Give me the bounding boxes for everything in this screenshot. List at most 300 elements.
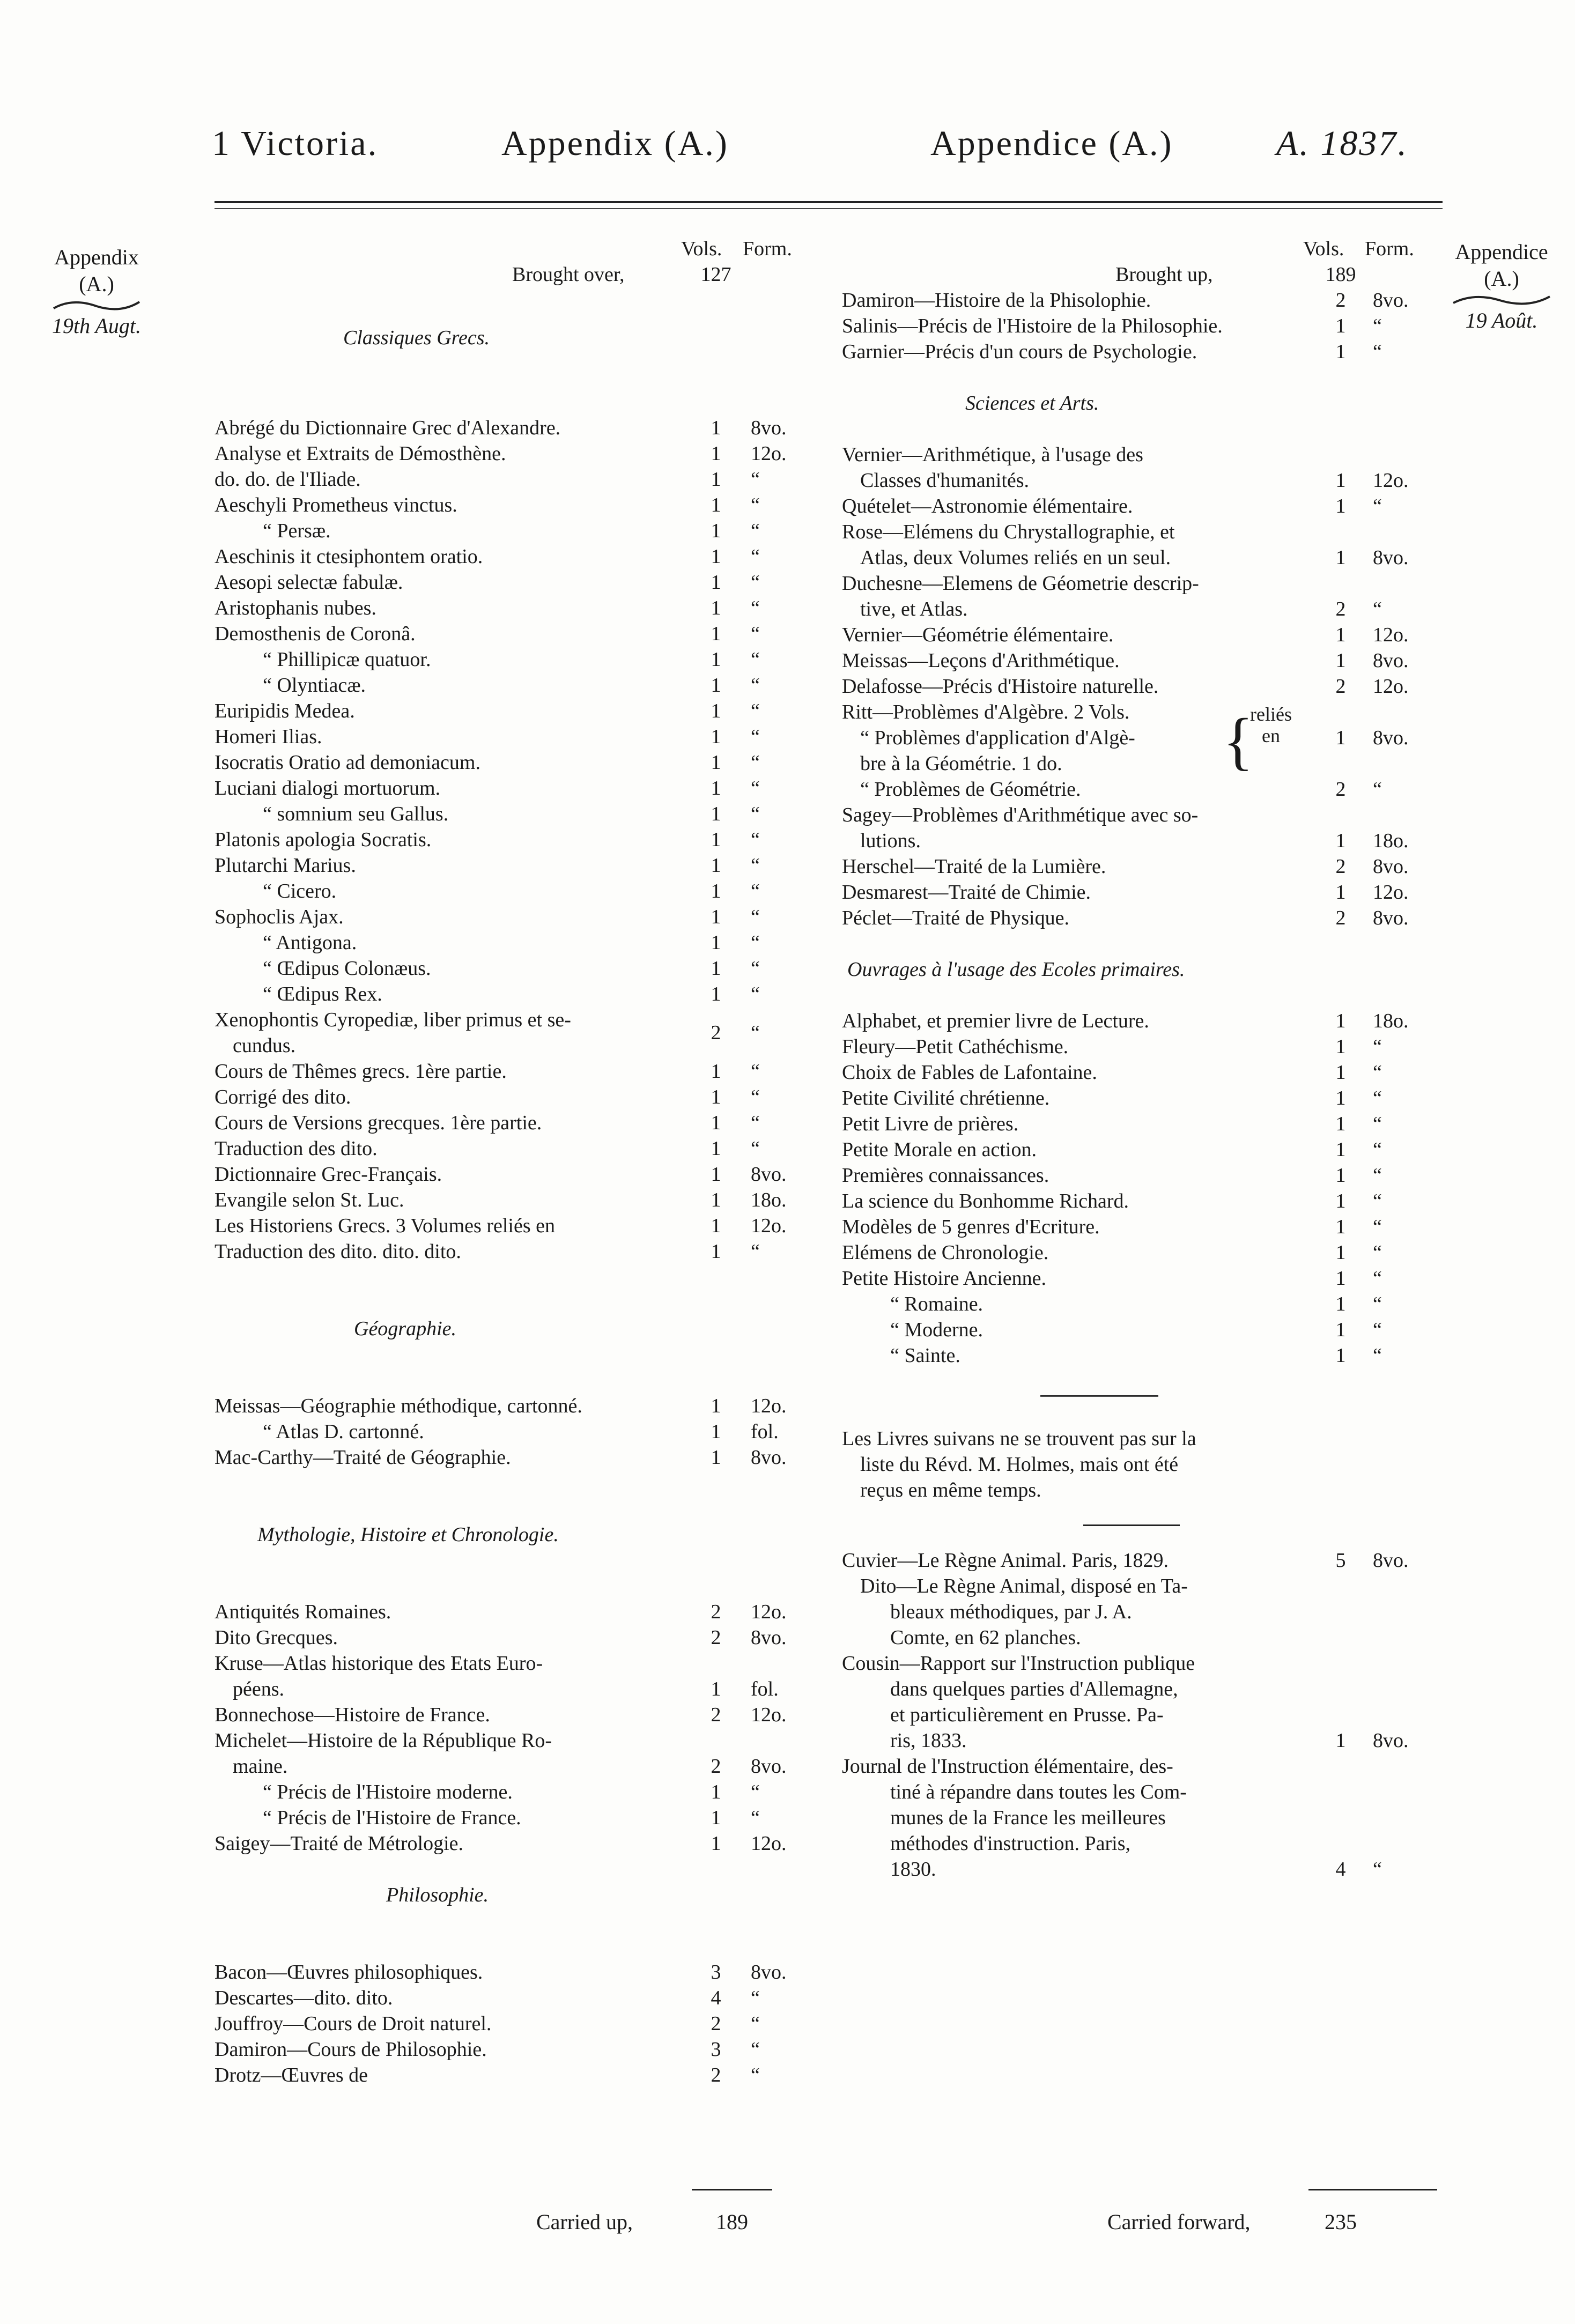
item-vols: 1	[711, 648, 721, 671]
item-form: 8vo.	[1373, 289, 1409, 312]
item-vols: 1	[1335, 1729, 1346, 1752]
item-form: 12o.	[751, 1395, 787, 1417]
mythologie-list-2	[215, 1779, 831, 1856]
margin-left-line2: (A.)	[79, 272, 114, 296]
item-text: Cours de Thêmes grecs. 1ère partie.	[215, 1060, 507, 1083]
item-vols: 1	[711, 983, 721, 1005]
header-appendix-fr: Appendice (A.)	[930, 124, 1173, 163]
item-form: 8vo.	[751, 1961, 787, 1983]
item-vols: 1	[711, 931, 721, 954]
list-item	[215, 775, 831, 801]
item-text: Choix de Fables de Lafontaine.	[842, 1061, 1097, 1084]
item-form: 12o.	[1373, 469, 1409, 492]
item-text: Abrégé du Dictionnaire Grec d'Alexandre.	[215, 417, 561, 439]
item-vols: 2	[1335, 778, 1346, 801]
list-item	[215, 1779, 831, 1805]
carried-up-label: Carried up,	[536, 2210, 633, 2234]
list-item	[842, 1753, 1464, 1779]
item-text: Bacon—Œuvres philosophiques.	[215, 1961, 483, 1983]
item-form: 12o.	[751, 1832, 787, 1855]
margin-note-right	[1448, 239, 1555, 334]
item-text: “ Antigona.	[263, 931, 357, 954]
list-item	[842, 648, 1464, 673]
list-item	[842, 493, 1464, 519]
column-headings	[215, 236, 831, 262]
item-text: cundus.	[233, 1034, 296, 1057]
item-vols: 1	[711, 1678, 721, 1700]
item-form: 12o.	[751, 1215, 787, 1237]
list-item	[842, 854, 1464, 879]
item-text: tive, et Atlas.	[860, 598, 968, 620]
list-item	[842, 1291, 1464, 1317]
item-text: Kruse—Atlas historique des Etats Euro-	[215, 1652, 543, 1675]
item-vols: 2	[711, 2064, 721, 2086]
item-vols: 1	[711, 1781, 721, 1803]
item-form: “	[751, 2012, 760, 2035]
item-text: La science du Bonhomme Richard.	[842, 1190, 1129, 1212]
item-form: “	[751, 751, 760, 774]
sciences-list-2	[842, 854, 1464, 931]
item-vols: 1	[711, 1060, 721, 1083]
item-text: do. do. de l'Iliade.	[215, 468, 361, 491]
ouvrages-list	[842, 1008, 1464, 1368]
list-item	[215, 930, 831, 956]
item-vols: 1	[711, 1395, 721, 1417]
item-vols: 1	[711, 1163, 721, 1186]
item-vols: 1	[1335, 1087, 1346, 1109]
list-item	[215, 1007, 831, 1033]
brace-icon: {	[1223, 705, 1254, 776]
item-text: Garnier—Précis d'un cours de Psychologie.	[842, 341, 1197, 363]
item-form: 12o.	[1373, 624, 1409, 646]
item-text: Fleury—Petit Cathéchisme.	[842, 1035, 1069, 1058]
section-geographie-title: Géographie.	[354, 1318, 457, 1340]
item-vols: 2	[711, 1601, 721, 1623]
list-item	[215, 1831, 831, 1856]
item-form: 8vo.	[1373, 1549, 1409, 1572]
item-text: Saigey—Traité de Métrologie.	[215, 1832, 464, 1855]
list-item	[842, 1163, 1464, 1188]
item-text: “ Moderne.	[890, 1319, 984, 1341]
right-column	[842, 236, 1464, 1882]
list-item	[215, 1805, 831, 1831]
item-text: Sagey—Problèmes d'Arithmétique avec so-	[842, 804, 1199, 826]
list-item	[842, 339, 1464, 365]
brought-label: Brought over,	[512, 263, 625, 286]
item-form: “	[1373, 1267, 1382, 1290]
item-form: “	[1373, 315, 1382, 337]
list-item	[215, 1161, 831, 1187]
item-vols: 5	[1335, 1549, 1346, 1572]
list-item	[842, 1856, 1464, 1882]
classiques-list-2	[215, 1059, 831, 1264]
item-vols: 1	[711, 803, 721, 825]
vols-heading: Vols.	[681, 238, 722, 260]
item-vols: 1	[1335, 624, 1346, 646]
item-text: Aesopi selectæ fabulæ.	[215, 571, 403, 594]
margin-right-date: 19 Août.	[1465, 308, 1538, 332]
item-vols: 1	[1335, 1190, 1346, 1212]
philosophie-continued-list	[842, 287, 1464, 365]
item-vols: 1	[1335, 1319, 1346, 1341]
item-vols: 1	[711, 1112, 721, 1134]
header-year: A. 1837.	[1276, 124, 1408, 163]
item-form: “	[1373, 1190, 1382, 1212]
item-vols: 1	[711, 417, 721, 439]
item-form: “	[751, 1781, 760, 1803]
total-rule-left	[692, 2189, 772, 2190]
item-text: Les Historiens Grecs. 3 Volumes reliés en	[215, 1215, 555, 1237]
item-form: “	[751, 1987, 760, 2009]
list-item	[215, 1136, 831, 1161]
list-item	[215, 647, 831, 672]
item-vols: 2	[711, 1755, 721, 1778]
item-text: Salinis—Précis de l'Histoire de la Philosophie.	[842, 315, 1223, 337]
section-heading	[842, 390, 1464, 416]
item-vols: 2	[711, 1022, 721, 1044]
item-vols: 1	[1335, 1138, 1346, 1161]
list-item	[215, 1985, 831, 2011]
brought-label: Brought up,	[1115, 263, 1213, 286]
spacer	[842, 982, 1464, 1008]
carried-forward-label: Carried forward,	[1107, 2210, 1251, 2234]
item-vols: 2	[1335, 598, 1346, 620]
item-text: Damiron—Cours de Philosophie.	[215, 2038, 487, 2061]
item-text: Duchesne—Elemens de Géometrie descrip-	[842, 572, 1199, 595]
item-form: “	[751, 1240, 760, 1263]
item-form: fol.	[751, 1420, 779, 1443]
list-item	[842, 1728, 1464, 1753]
list-item	[215, 750, 831, 775]
item-form: “	[1373, 341, 1382, 363]
item-text: “ Olyntiacæ.	[263, 674, 366, 697]
geographie-list	[215, 1393, 831, 1470]
brought-up-row	[842, 262, 1464, 287]
list-item	[215, 1959, 831, 1985]
section-sciences-title: Sciences et Arts.	[965, 392, 1099, 415]
item-form: “	[751, 1137, 760, 1160]
item-text: bleaux méthodiques, par J. A.	[890, 1601, 1132, 1623]
list-item	[215, 569, 831, 595]
flourish-icon	[48, 298, 145, 313]
item-text: Dito Grecques.	[215, 1626, 338, 1649]
brought-value: 127	[700, 263, 731, 286]
note-paragraph	[842, 1426, 1464, 1503]
item-text: ris, 1833.	[890, 1729, 967, 1752]
list-item	[215, 853, 831, 878]
item-form: “	[751, 1112, 760, 1134]
item-text: Homeri Ilias.	[215, 726, 322, 748]
list-item	[842, 673, 1464, 699]
item-vols: 2	[1335, 907, 1346, 929]
list-item	[842, 1625, 1464, 1651]
list-item	[842, 1676, 1464, 1702]
list-item	[215, 492, 831, 518]
list-item	[215, 518, 831, 544]
flourish-icon	[1448, 292, 1555, 307]
list-item	[215, 801, 831, 827]
item-vols: 1	[1335, 1344, 1346, 1367]
item-form: “	[1373, 1344, 1382, 1367]
item-text: Euripidis Medea.	[215, 700, 355, 722]
spacer	[215, 1470, 831, 1522]
item-vols: 1	[711, 751, 721, 774]
list-item	[215, 1419, 831, 1445]
list-item	[842, 1702, 1464, 1728]
item-text: Péclet—Traité de Physique.	[842, 907, 1069, 929]
item-form: “	[1373, 1319, 1382, 1341]
item-text: lutions.	[860, 830, 921, 852]
item-vols: 1	[1335, 1164, 1346, 1187]
item-text: Classes d'humanités.	[860, 469, 1030, 492]
item-text: Comte, en 62 planches.	[890, 1626, 1081, 1649]
list-item	[842, 442, 1464, 468]
classiques-list	[215, 415, 831, 1007]
item-vols: 1	[1335, 1010, 1346, 1032]
item-text: Jouffroy—Cours de Droit naturel.	[215, 2012, 492, 2035]
section-divider	[1083, 1524, 1180, 1526]
item-form: “	[1373, 1216, 1382, 1238]
item-text: Michelet—Histoire de la République Ro-	[215, 1729, 552, 1752]
item-text: et particulièrement en Prusse. Pa-	[890, 1704, 1164, 1726]
item-text: Dictionnaire Grec-Français.	[215, 1163, 442, 1186]
item-text: Petit Livre de prières.	[842, 1113, 1019, 1135]
item-text: “ Œdipus Colonæus.	[263, 957, 431, 980]
item-vols: 2	[1335, 855, 1346, 878]
item-text: Luciani dialogi mortuorum.	[215, 777, 441, 800]
item-vols: 1	[1335, 830, 1346, 852]
list-item	[842, 545, 1464, 571]
list-item	[215, 724, 831, 750]
list-item	[215, 1239, 831, 1264]
section-divider	[1040, 1395, 1158, 1399]
item-form: 12o.	[751, 1601, 787, 1623]
left-column	[215, 236, 831, 2088]
item-vols: 1	[711, 545, 721, 568]
spacer	[215, 1548, 831, 1599]
form-heading: Form.	[1365, 238, 1414, 260]
list-item	[215, 878, 831, 904]
item-vols: 4	[711, 1987, 721, 2009]
item-vols: 1	[1335, 1061, 1346, 1084]
item-vols: 2	[711, 2012, 721, 2035]
item-text: Demosthenis de Coronâ.	[215, 623, 416, 645]
list-item	[842, 1805, 1464, 1831]
spacer	[215, 1342, 831, 1393]
list-item	[215, 1445, 831, 1470]
note-line: reçus en même temps.	[860, 1479, 1041, 1501]
item-vols: 1	[711, 674, 721, 697]
item-vols: 1	[711, 906, 721, 928]
list-item	[842, 1060, 1464, 1085]
item-text: “ Problèmes d'application d'Algè-	[860, 727, 1135, 749]
list-item	[842, 1265, 1464, 1291]
item-vols: 1	[711, 726, 721, 748]
item-text: Platonis apologia Socratis.	[215, 828, 432, 851]
item-form: “	[1373, 1113, 1382, 1135]
item-form: “	[751, 931, 760, 954]
item-form: 18o.	[1373, 830, 1409, 852]
item-text: “ Sainte.	[890, 1344, 960, 1367]
item-text: Herschel—Traité de la Lumière.	[842, 855, 1106, 878]
item-text: Traduction des dito.	[215, 1137, 378, 1160]
list-item	[215, 467, 831, 492]
item-text: “ Romaine.	[890, 1293, 984, 1315]
item-text: Xenophontis Cyropediæ, liber primus et se-	[215, 1009, 571, 1031]
list-item	[215, 441, 831, 467]
item-vols: 1	[1335, 1113, 1346, 1135]
item-form: “	[1373, 1138, 1382, 1161]
list-item	[215, 1084, 831, 1110]
item-text: Traduction des dito. dito. dito.	[215, 1240, 461, 1263]
spacer	[215, 1856, 831, 1882]
item-text: dans quelques parties d'Allemagne,	[890, 1678, 1178, 1700]
header-victoria: 1 Victoria.	[212, 124, 379, 163]
spacer	[842, 931, 1464, 957]
item-text: Analyse et Extraits de Démosthène.	[215, 442, 506, 465]
list-item	[842, 802, 1464, 828]
section-heading	[215, 1316, 831, 1342]
item-text: Bonnechose—Histoire de France.	[215, 1704, 490, 1726]
item-form: 18o.	[751, 1189, 787, 1211]
list-item	[215, 1651, 831, 1676]
item-form: “	[751, 623, 760, 645]
list-item	[215, 1187, 831, 1213]
header-rule	[215, 201, 1443, 203]
section-mythologie-title: Mythologie, Histoire et Chronologie.	[257, 1523, 559, 1546]
item-vols: 1	[711, 442, 721, 465]
list-item	[842, 1137, 1464, 1163]
section-heading	[842, 957, 1464, 982]
item-vols: 4	[1335, 1858, 1346, 1881]
list-item	[215, 415, 831, 441]
item-text: Antiquités Romaines.	[215, 1601, 391, 1623]
item-text: Damiron—Histoire de la Phisolophie.	[842, 289, 1151, 312]
list-item	[215, 1753, 831, 1779]
list-item	[215, 2037, 831, 2062]
list-item	[215, 956, 831, 981]
list-item	[842, 313, 1464, 339]
item-text: Quételet—Astronomie élémentaire.	[842, 495, 1133, 517]
list-item	[842, 1188, 1464, 1214]
item-form: “	[751, 726, 760, 748]
item-form: “	[1373, 1087, 1382, 1109]
list-item	[842, 287, 1464, 313]
item-vols: 2	[1335, 675, 1346, 698]
list-item	[215, 1676, 831, 1702]
margin-right-line1: Appendice	[1455, 240, 1548, 264]
item-text: “ Œdipus Rex.	[263, 983, 382, 1005]
item-vols: 1	[711, 854, 721, 877]
list-item	[842, 571, 1464, 596]
list-item	[215, 981, 831, 1007]
item-text: Sophoclis Ajax.	[215, 906, 344, 928]
list-item	[842, 1085, 1464, 1111]
list-item	[215, 2011, 831, 2037]
item-text: Aeschyli Prometheus vinctus.	[215, 494, 457, 516]
item-form: “	[1373, 495, 1382, 517]
list-item	[215, 1728, 831, 1753]
item-vols: 1	[711, 623, 721, 645]
item-text: Drotz—Œuvres de	[215, 2064, 368, 2086]
list-item	[842, 1548, 1464, 1573]
item-form: “	[751, 648, 760, 671]
list-item	[215, 1022, 831, 1059]
list-item	[215, 904, 831, 930]
item-vols: 1	[1335, 649, 1346, 672]
item-form: 8vo.	[1373, 727, 1409, 749]
list-item	[842, 1779, 1464, 1805]
section-heading	[215, 1882, 831, 1908]
item-text: Delafosse—Précis d'Histoire naturelle.	[842, 675, 1159, 698]
item-vols: 1	[1335, 727, 1346, 749]
column-headings	[842, 236, 1464, 262]
header-rule-thin	[215, 208, 1443, 209]
item-form: “	[751, 2064, 760, 2086]
item-vols: 1	[1335, 495, 1346, 517]
item-text: tiné à répandre dans toutes les Com-	[890, 1781, 1187, 1803]
item-vols: 1	[1335, 1293, 1346, 1315]
item-form: “	[751, 468, 760, 491]
item-form: “	[751, 571, 760, 594]
form-heading: Form.	[743, 238, 792, 260]
item-form: 8vo.	[1373, 649, 1409, 672]
item-text: Cours de Versions grecques. 1ère partie.	[215, 1112, 542, 1134]
note-line: Les Livres suivans ne se trouvent pas sur la	[842, 1427, 1196, 1450]
item-text: Petite Civilité chrétienne.	[842, 1087, 1050, 1109]
item-vols: 1	[711, 1420, 721, 1443]
item-text: “ Cicero.	[263, 880, 337, 902]
spacer	[215, 351, 831, 415]
list-item	[842, 751, 1464, 776]
item-form: “	[751, 520, 760, 542]
list-item	[842, 1214, 1464, 1240]
item-vols: 3	[711, 2038, 721, 2061]
item-vols: 3	[711, 1961, 721, 1983]
item-form: “	[751, 494, 760, 516]
list-item	[842, 905, 1464, 931]
item-form: 8vo.	[751, 417, 787, 439]
brought-value: 189	[1325, 263, 1356, 286]
list-item	[842, 1008, 1464, 1034]
item-text: Descartes—dito. dito.	[215, 1987, 393, 2009]
item-vols: 1	[711, 597, 721, 619]
list-item	[842, 1111, 1464, 1137]
item-form: “	[751, 1807, 760, 1829]
philosophie-list	[215, 1959, 831, 2088]
item-vols: 1	[711, 1446, 721, 1469]
item-form: “	[751, 1086, 760, 1108]
section-classiques-title: Classiques Grecs.	[343, 327, 490, 349]
item-text: Mac-Carthy—Traité de Géographie.	[215, 1446, 511, 1469]
spacer	[215, 287, 831, 325]
item-text: Aeschinis it ctesiphontem oratio.	[215, 545, 483, 568]
item-form: “	[751, 2038, 760, 2061]
list-item	[215, 1393, 831, 1419]
item-text: bre à la Géométrie. 1 do.	[860, 752, 1062, 775]
item-text: Cuvier—Le Règne Animal. Paris, 1829.	[842, 1549, 1169, 1572]
item-text: Atlas, deux Volumes reliés en un seul.	[860, 546, 1171, 569]
item-vols: 1	[711, 1240, 721, 1263]
item-vols: 1	[711, 468, 721, 491]
list-item	[842, 828, 1464, 854]
list-item	[215, 544, 831, 569]
list-item	[215, 2062, 831, 2088]
list-item	[842, 1034, 1464, 1060]
item-form: 8vo.	[1373, 855, 1409, 878]
item-form: “	[1373, 1164, 1382, 1187]
list-item	[842, 879, 1464, 905]
